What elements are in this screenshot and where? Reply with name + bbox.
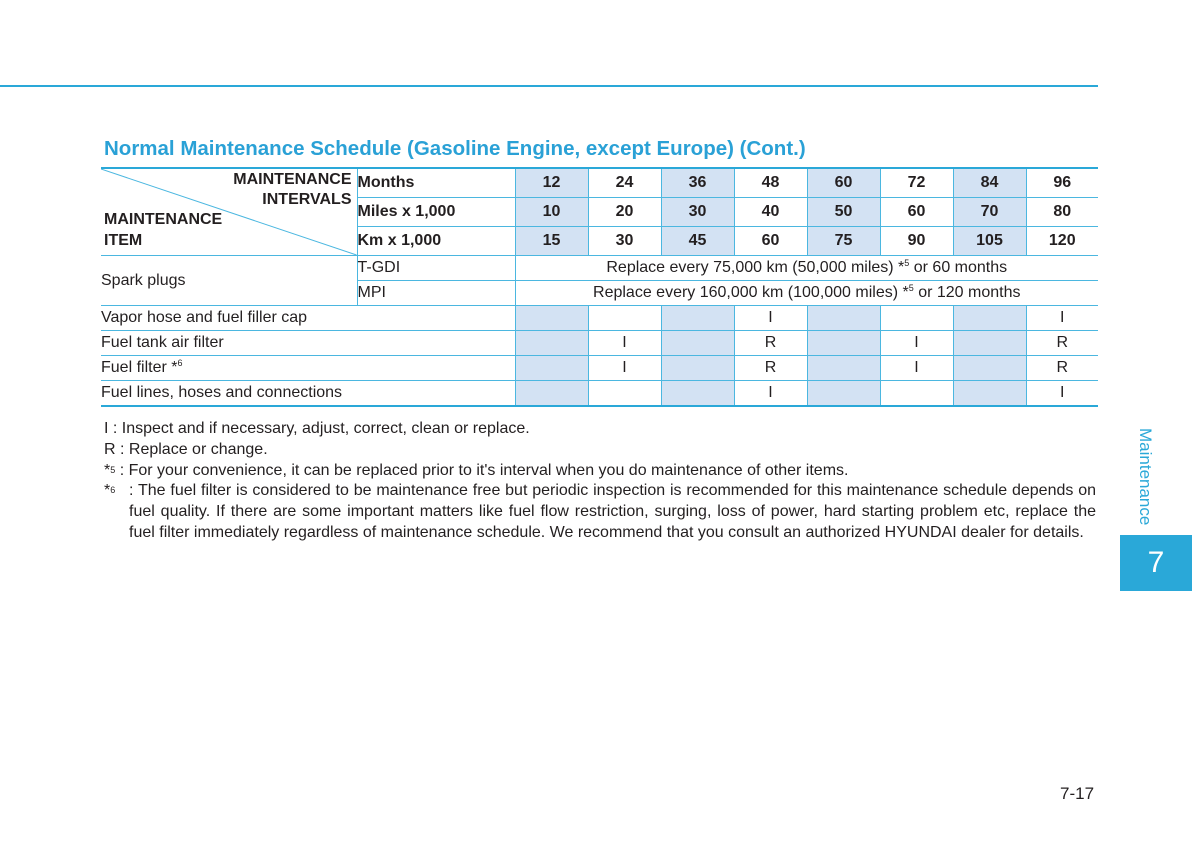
notes <box>104 419 1096 544</box>
tgdi-interval-text: Replace every 75,000 km (50,000 miles) *$^5$ or 60 months <box>515 256 1098 281</box>
km-value: 30 <box>588 227 661 256</box>
header-corner-cell <box>101 168 357 256</box>
km-label: Km x 1,000 <box>357 227 515 256</box>
item-label: Fuel tank air filter <box>101 331 515 356</box>
table-row <box>101 356 1098 381</box>
item-label: Vapor hose and fuel filler cap <box>101 306 515 331</box>
km-value: 75 <box>807 227 880 256</box>
miles-label: Miles x 1,000 <box>357 198 515 227</box>
schedule-cell <box>515 381 588 407</box>
schedule-cell <box>880 306 953 331</box>
months-value: 60 <box>807 168 880 198</box>
schedule-cell: I <box>1026 381 1098 407</box>
schedule-cell <box>515 306 588 331</box>
km-value: 105 <box>953 227 1026 256</box>
schedule-cell: R <box>734 356 807 381</box>
km-value: 120 <box>1026 227 1098 256</box>
miles-value: 80 <box>1026 198 1098 227</box>
km-value: 60 <box>734 227 807 256</box>
schedule-cell <box>953 306 1026 331</box>
note-inspect: I : Inspect and if necessary, adjust, correct, clean or replace. <box>104 420 530 437</box>
schedule-cell: R <box>1026 356 1098 381</box>
miles-value: 10 <box>515 198 588 227</box>
chapter-tab: 7 <box>1120 535 1192 591</box>
page-number: 7-17 <box>1060 784 1095 803</box>
schedule-cell <box>515 331 588 356</box>
tgdi-label: T-GDI <box>357 256 515 281</box>
schedule-cell <box>588 306 661 331</box>
km-value: 45 <box>661 227 734 256</box>
schedule-cell <box>661 306 734 331</box>
months-value: 84 <box>953 168 1026 198</box>
months-value: 48 <box>734 168 807 198</box>
schedule-cell <box>807 331 880 356</box>
schedule-cell <box>661 331 734 356</box>
miles-value: 20 <box>588 198 661 227</box>
months-value: 12 <box>515 168 588 198</box>
top-rule <box>0 85 1098 87</box>
header-row-months <box>101 168 1098 198</box>
maintenance-schedule-table <box>101 167 1098 407</box>
schedule-cell: R <box>1026 331 1098 356</box>
schedule-cell <box>807 381 880 407</box>
schedule-cell <box>953 356 1026 381</box>
item-label: Fuel filter *$^6$ <box>101 356 515 381</box>
km-value: 15 <box>515 227 588 256</box>
miles-value: 40 <box>734 198 807 227</box>
months-value: 24 <box>588 168 661 198</box>
item-label: Fuel lines, hoses and connections <box>101 381 515 407</box>
schedule-cell: I <box>588 331 661 356</box>
months-value: 36 <box>661 168 734 198</box>
schedule-cell <box>588 381 661 407</box>
schedule-cell: I <box>880 331 953 356</box>
footnote-5: *$^5$ : For your convenience, it can be replaced prior to it's interval when you do maintenance of other items. <box>104 461 849 479</box>
schedule-cell <box>953 381 1026 407</box>
schedule-cell: I <box>880 356 953 381</box>
schedule-cell <box>880 381 953 407</box>
section-label: Maintenance <box>1136 428 1155 526</box>
schedule-cell: I <box>1026 306 1098 331</box>
item-header-label: MAINTENANCE ITEM <box>104 211 223 249</box>
footnote-6: *$^6$ : The fuel filter is considered to be maintenance free but periodic inspection is recommended for this maintenance schedule depends on fuel quality. If there are some important matters like fuel flow restriction, surging, loss of power, hard starting problem etc, replace the fuel filter immediately regardless of maintenance schedule. We recommend that you consult an authorized HYUNDAI dealer for details. <box>104 482 1096 541</box>
schedule-cell <box>661 356 734 381</box>
schedule-cell <box>953 331 1026 356</box>
months-value: 96 <box>1026 168 1098 198</box>
table-row <box>101 331 1098 356</box>
miles-value: 50 <box>807 198 880 227</box>
mpi-label: MPI <box>357 281 515 306</box>
spark-plugs-row-tgdi <box>101 256 1098 281</box>
schedule-cell <box>807 306 880 331</box>
schedule-cell <box>515 356 588 381</box>
mpi-interval-text: Replace every 160,000 km (100,000 miles) *$^5$ or 120 months <box>515 281 1098 306</box>
table-row <box>101 381 1098 407</box>
schedule-cell <box>661 381 734 407</box>
schedule-cell <box>807 356 880 381</box>
months-value: 72 <box>880 168 953 198</box>
miles-value: 70 <box>953 198 1026 227</box>
schedule-cell: R <box>734 331 807 356</box>
table-row <box>101 306 1098 331</box>
miles-value: 60 <box>880 198 953 227</box>
note-replace: R : Replace or change. <box>104 440 268 458</box>
months-label: Months <box>357 168 515 198</box>
schedule-cell: I <box>734 381 807 407</box>
km-value: 90 <box>880 227 953 256</box>
spark-plugs-label: Spark plugs <box>101 256 357 306</box>
schedule-cell: I <box>734 306 807 331</box>
intervals-header-label: MAINTENANCE INTERVALS <box>233 171 352 208</box>
schedule-cell: I <box>588 356 661 381</box>
miles-value: 30 <box>661 198 734 227</box>
page-title: Normal Maintenance Schedule (Gasoline Engine, except Europe) (Cont.) <box>104 137 806 160</box>
